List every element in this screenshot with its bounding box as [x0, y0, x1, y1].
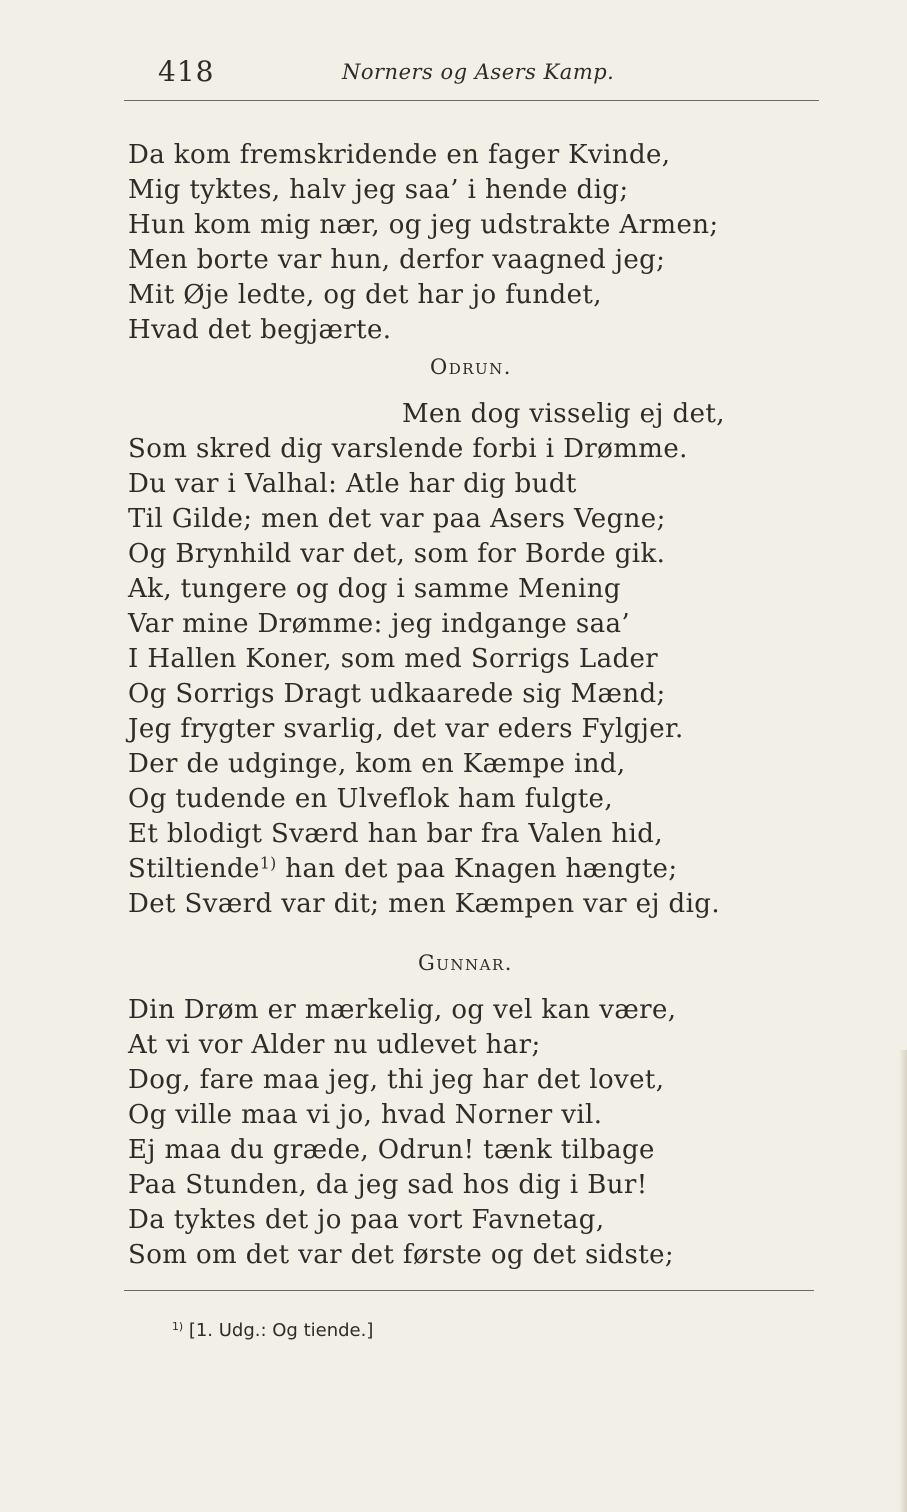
verse-line-with-footnote: [128, 856, 678, 882]
verse-line: Da tyktes det jo paa vort Favnetag,: [128, 1205, 605, 1235]
header-rule: [124, 100, 819, 101]
verse-line: Der de udginge, kom en Kæmpe ind,: [128, 749, 626, 779]
verse-line: Men borte var hun, derfor vaagned jeg;: [128, 245, 666, 275]
verse-line: Hun kom mig nær, og jeg udstrakte Armen;: [128, 210, 719, 240]
verse-line: Var mine Drømme: jeg indgange saa’: [128, 609, 631, 639]
verse-line: Og Sorrigs Dragt udkaarede sig Mænd;: [128, 679, 666, 709]
verse-line: Mig tyktes, halv jeg saa’ i hende dig;: [128, 175, 629, 205]
verse-line: Det Sværd var dit; men Kæmpen var ej dig.: [128, 889, 721, 919]
verse-line: Hvad det begjærte.: [128, 315, 392, 345]
verse-line: Og Brynhild var det, som for Borde gik.: [128, 539, 666, 569]
verse-line: Paa Stunden, da jeg sad hos dig i Bur!: [128, 1170, 648, 1200]
verse-line: Dog, fare maa jeg, thi jeg har det lovet,: [128, 1065, 665, 1095]
verse-line: Men dog visselig ej det,: [402, 399, 725, 429]
verse-line: Din Drøm er mærkelig, og vel kan være,: [128, 995, 677, 1025]
verse-line: Du var i Valhal: Atle har dig budt: [128, 469, 577, 499]
verse-line: Og ville maa vi jo, hvad Norner vil.: [128, 1100, 603, 1130]
verse-line: Og tudende en Ulveflok ham fulgte,: [128, 784, 613, 814]
verse-text: han det paa Knagen hængte;: [276, 854, 678, 884]
verse-line: Til Gilde; men det var paa Asers Vegne;: [128, 504, 666, 534]
verse-line: I Hallen Koner, som med Sorrigs Lader: [128, 644, 659, 674]
speaker-odrun: Odrun.: [430, 355, 512, 379]
verse-line: At vi vor Alder nu udlevet har;: [128, 1030, 541, 1060]
footnote-text: [1. Udg.: Og tiende.]: [183, 1320, 374, 1341]
verse-line: Jeg frygter svarlig, det var eders Fylgjer.: [128, 714, 684, 744]
footnote-marker: 1): [172, 1320, 184, 1334]
footnote: [172, 1320, 373, 1341]
footnote-rule: [124, 1290, 814, 1291]
verse-line: Ak, tungere og dog i samme Mening: [128, 574, 621, 604]
verse-line: Som skred dig varslende forbi i Drømme.: [128, 434, 688, 464]
running-title: Norners og Asers Kamp.: [342, 60, 615, 84]
verse-line: Da kom fremskridende en fager Kvinde,: [128, 140, 671, 170]
verse-line: Et blodigt Sværd han bar fra Valen hid,: [128, 819, 663, 849]
footnote-reference[interactable]: 1): [259, 854, 277, 873]
verse-line: Ej maa du græde, Odrun! tænk tilbage: [128, 1135, 655, 1165]
page-number: 418: [158, 55, 215, 88]
speaker-gunnar: Gunnar.: [418, 951, 513, 975]
verse-text: Stiltiende: [128, 854, 260, 884]
page-edge-shadow: [899, 1050, 907, 1512]
verse-line: Mit Øje ledte, og det har jo fundet,: [128, 280, 602, 310]
verse-line: Som om det var det første og det sidste;: [128, 1240, 675, 1270]
